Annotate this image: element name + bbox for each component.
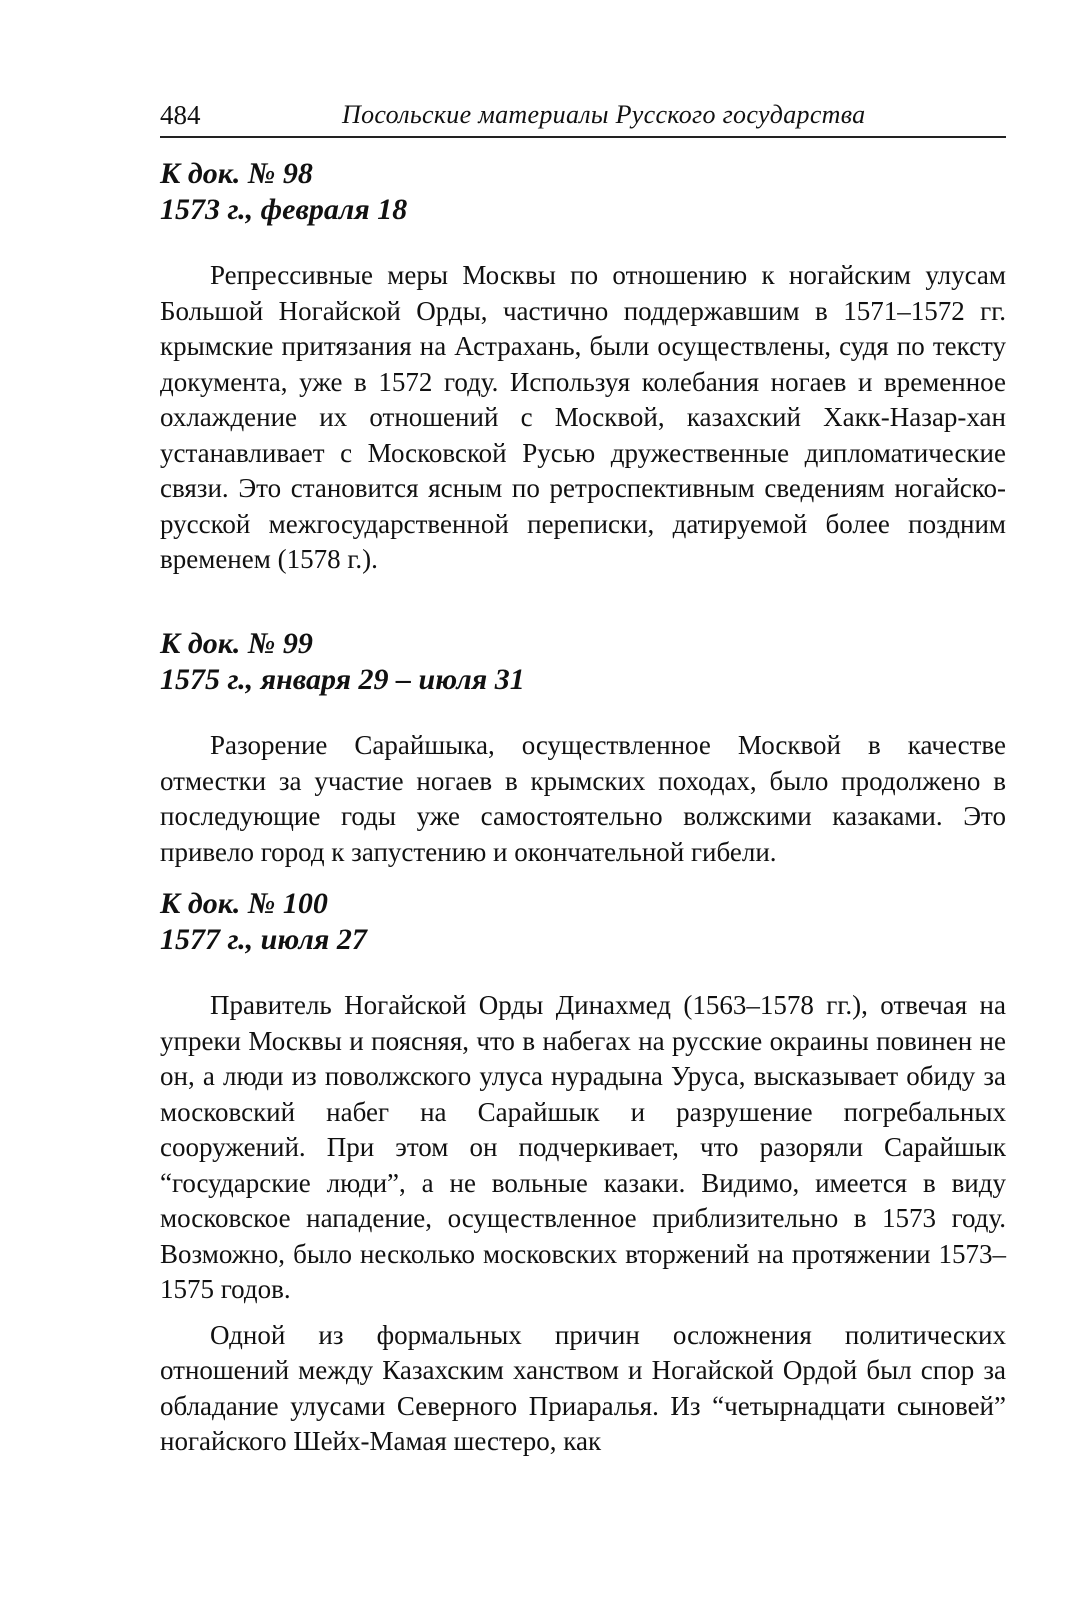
section-doc-99 [160,626,1006,870]
section-doc-100 [160,886,1006,1460]
section-heading-date: 1575 г., января 29 – июля 31 [160,663,525,696]
section-doc-98 [160,156,1006,578]
section-heading-doc-number: К док. № 100 [160,887,328,920]
paragraph: Правитель Ногайской Орды Динахмед (1563–1578 гг.), отвечая на упреки Москвы и поясняя, что в набегах на русские окраины повинен не он, а люди из поволжского улуса нурадына Уруса, высказывает обиду за московский набег на Сарайшык и разрушение погребальных сооружений. При этом он подчеркивает, что разоряли Сарайшык “государские люди”, а не вольные казаки. Видимо, имеется в виду московское нападение, осуществленное приблизительно в 1573 году. Возможно, было несколько московских вторжений на протяжении 1573–1575 годов. [160,990,1006,1304]
paragraph: Репрессивные меры Москвы по отношению к ногайским улусам Большой Ногайской Орды, частично поддержавшим в 1571–1572 гг. крымские притязания на Астрахань, были осуществлены, судя по тексту документа, уже в 1572 году. Используя колебания ногаев и временное охлаждение их отношений с Москвой, казахский Хакк-Назар-хан устанавливает с Московской Русью дружественные дипломатические связи. Это становится ясным по ретроспективным сведениям ногайско-русской межгосударственной переписки, датируемой более поздним временем (1578 г.). [160,260,1006,574]
section-heading-date: 1573 г., февраля 18 [160,193,408,226]
paragraph: Одной из формальных причин осложнения политических отношений между Казахским ханством и Ногайской Ордой был спор за обладание улусами Северного Приаралья. Из “четырнадцати сыновей” ногайского Шейх-Мамая шестеро, как [160,1319,1006,1456]
running-header [160,96,1006,138]
section-heading [160,626,1006,698]
page-number: 484 [160,100,201,130]
section-heading-doc-number: К док. № 98 [160,157,313,190]
paragraph: Разорение Сарайшыка, осуществленное Москвой в качестве отместки за участие ногаев в крымских походах, было продолжено в последующие годы уже самостоятельно волжскими казаками. Это привело город к запустению и окончательной гибели. [160,730,1006,867]
section-heading-doc-number: К док. № 99 [160,627,313,660]
section-heading-date: 1577 г., июля 27 [160,923,367,956]
section-heading [160,886,1006,958]
document-page [160,96,1006,1456]
running-title: Посольские материалы Русского государства [342,100,866,129]
section-heading [160,156,1006,228]
